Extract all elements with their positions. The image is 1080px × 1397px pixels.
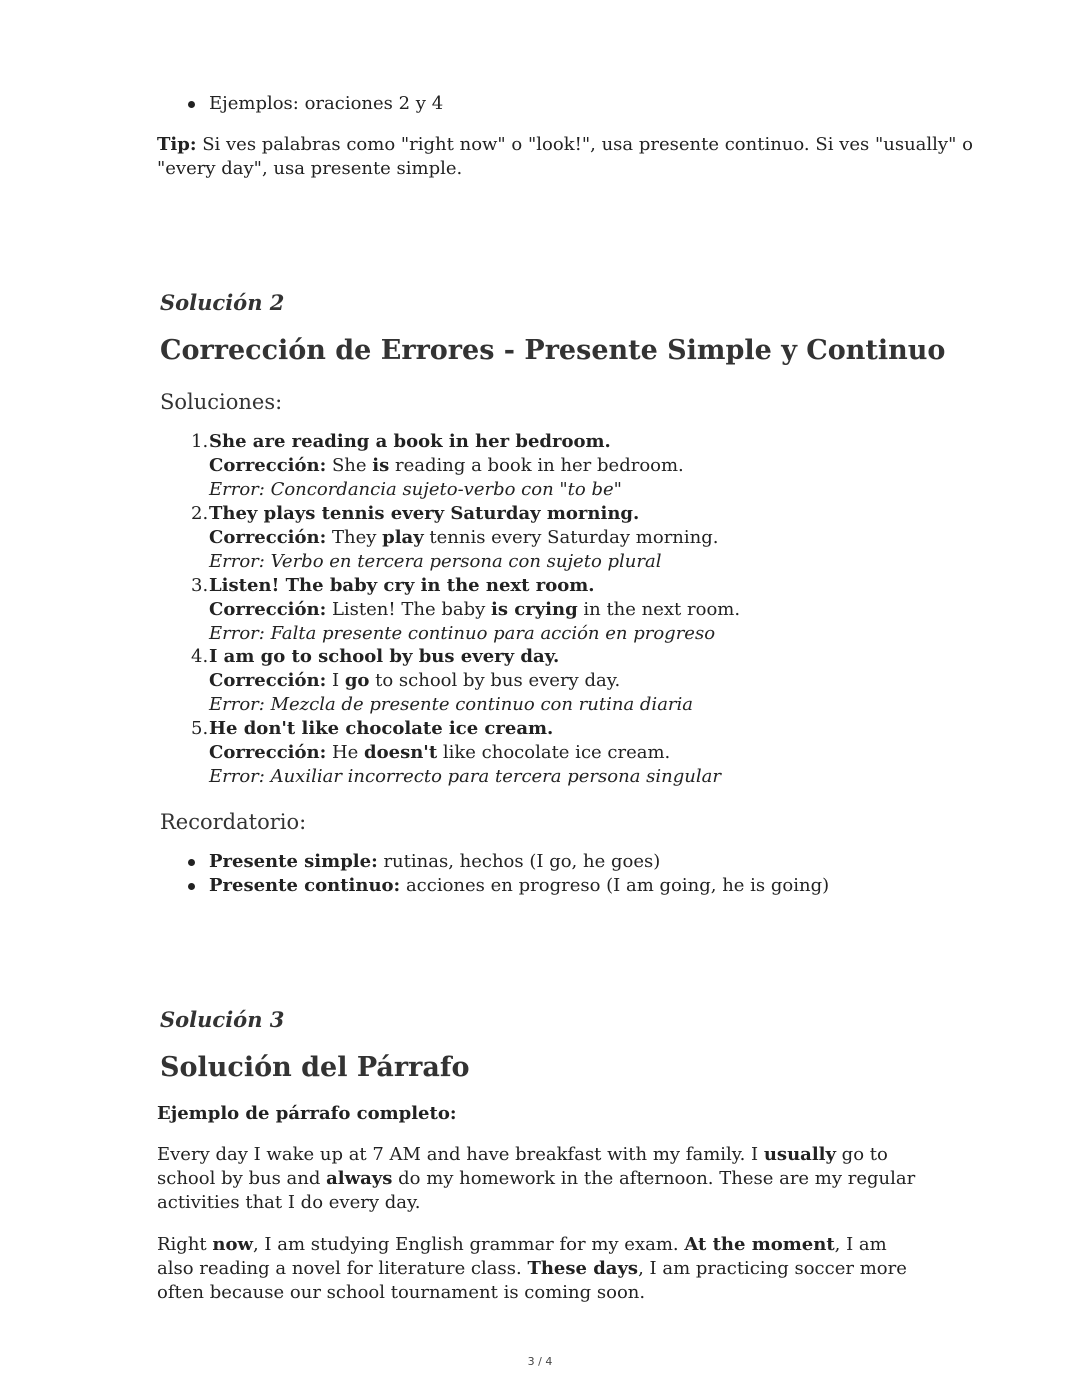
list-item-number: 3. [191, 575, 209, 596]
list-item-correction: Corrección: He doesn't like chocolate ice cream. [209, 742, 671, 763]
list-item-error: Error: Concordancia sujeto-verbo con "to be" [209, 479, 622, 500]
list-item-correction: Corrección: They play tennis every Saturday morning. [209, 527, 719, 548]
reminder-item: Presente simple: rutinas, hechos (I go, he goes) [209, 851, 661, 872]
example-heading: Ejemplo de párrafo completo: [157, 1103, 457, 1124]
list-item-correction: Corrección: Listen! The baby is crying in the next room. [209, 599, 741, 620]
list-item-number: 2. [191, 503, 209, 524]
paragraph-1: Every day I wake up at 7 AM and have breakfast with my family. I usually go to school by bus and always do my homework in the afternoon. These are my regular activities that I do every day. [157, 1144, 916, 1213]
list-item-error: Error: Verbo en tercera persona con sujeto plural [209, 551, 662, 572]
list-item-sentence: He don't like chocolate ice cream. [209, 718, 554, 739]
paragraph-2: Right now, I am studying English grammar for my exam. At the moment, I am also reading a novel for literature class. These days, I am practicing soccer more often because our school tournament is coming soon. [157, 1234, 907, 1303]
list-item-number: 4. [191, 646, 209, 667]
solution-2-title: Corrección de Errores - Presente Simple y Continuo [160, 335, 946, 366]
list-item-sentence: She are reading a book in her bedroom. [209, 431, 611, 452]
tip-label: Tip: [157, 134, 197, 155]
page-number: 3 / 4 [527, 1355, 553, 1368]
reminder-item: Presente continuo: acciones en progreso (I am going, he is going) [209, 875, 830, 896]
list-item-error: Error: Falta presente continuo para acción en progreso [209, 623, 716, 644]
list-item-error: Error: Mezcla de presente continuo con rutina diaria [209, 694, 694, 715]
bullet-dot [188, 101, 195, 108]
list-item-number: 5. [191, 718, 209, 739]
reminder-heading: Recordatorio: [160, 810, 307, 834]
bullet-examples: Ejemplos: oraciones 2 y 4 [209, 93, 444, 114]
list-item-error: Error: Auxiliar incorrecto para tercera persona singular [209, 766, 721, 787]
solution-3-label: Solución 3 [160, 1007, 285, 1032]
solutions-subheading: Soluciones: [160, 390, 283, 414]
bullet-dot [188, 883, 195, 890]
list-item-correction: Corrección: She is reading a book in her bedroom. [209, 455, 684, 476]
bullet-dot [188, 859, 195, 866]
list-item-correction: Corrección: I go to school by bus every day. [209, 670, 621, 691]
list-item-sentence: They plays tennis every Saturday morning. [209, 503, 640, 524]
solution-2-label: Solución 2 [160, 290, 285, 315]
list-item-sentence: Listen! The baby cry in the next room. [209, 575, 595, 596]
list-item-number: 1. [191, 431, 209, 452]
list-item-sentence: I am go to school by bus every day. [209, 646, 560, 667]
solution-3-title: Solución del Párrafo [160, 1052, 470, 1083]
tip-line-2: "every day", usa presente simple. [157, 158, 463, 179]
tip-line-1: Tip: Si ves palabras como "right now" o "look!", usa presente continuo. Si ves "usually" o [157, 134, 973, 155]
